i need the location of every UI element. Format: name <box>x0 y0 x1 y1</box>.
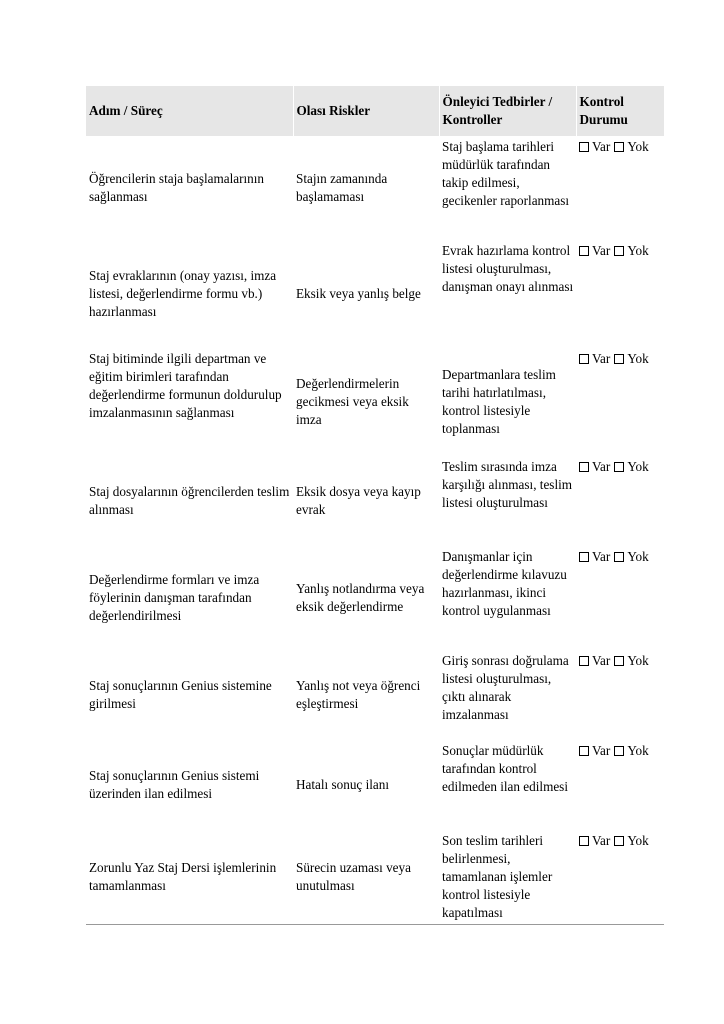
table-row <box>86 740 664 830</box>
status-option-label: Var <box>592 139 611 154</box>
table-row <box>86 136 664 240</box>
checkbox-icon[interactable] <box>579 746 589 756</box>
status-cell <box>576 546 664 650</box>
risk-cell: Yanlış notlandırma veya eksik değerlendirme <box>296 581 425 614</box>
step-cell: Staj sonuçlarının Genius sistemine girilmesi <box>89 678 272 711</box>
table-row <box>86 348 664 456</box>
header-step: Adım / Süreç <box>89 103 163 118</box>
checkbox-icon[interactable] <box>579 656 589 666</box>
status-option-yok[interactable] <box>614 139 648 154</box>
checkbox-icon[interactable] <box>579 354 589 364</box>
step-cell: Değerlendirme formları ve imza föylerinin danışman tarafından değerlendirilmesi <box>89 572 260 623</box>
status-option-label: Yok <box>627 833 649 848</box>
status-option-var[interactable] <box>579 139 610 154</box>
status-option-yok[interactable] <box>614 653 648 668</box>
control-cell: Evrak hazırlama kontrol listesi oluşturulması, danışman onayı alınması <box>442 243 574 294</box>
status-option-label: Yok <box>627 743 649 758</box>
step-cell: Staj bitiminde ilgili departman ve eğitim birimleri tarafından değerlendirme formunun doldurulup imzalanmasının sağlanması <box>89 351 282 420</box>
status-option-label: Yok <box>627 653 649 668</box>
checkbox-icon[interactable] <box>579 142 589 152</box>
document-page <box>86 86 664 925</box>
table-row <box>86 546 664 650</box>
header-status: Kontrol Durumu <box>576 86 664 136</box>
status-option-label: Var <box>592 549 611 564</box>
status-option-label: Yok <box>627 139 649 154</box>
status-cell <box>576 136 664 240</box>
step-cell: Zorunlu Yaz Staj Dersi işlemlerinin tamamlanması <box>89 860 277 893</box>
table-header-row <box>86 86 664 136</box>
status-option-yok[interactable] <box>614 243 648 258</box>
status-option-var[interactable] <box>579 653 610 668</box>
control-cell: Son teslim tarihleri belirlenmesi, tamamlanan işlemler kontrol listesiyle kapatılması <box>442 833 553 920</box>
header-risks: Olası Riskler <box>293 86 439 136</box>
status-option-label: Var <box>592 653 611 668</box>
step-cell: Öğrencilerin staja başlamalarının sağlanması <box>89 171 265 204</box>
status-cell <box>576 348 664 456</box>
checkbox-icon[interactable] <box>614 246 624 256</box>
risk-cell: Eksik veya yanlış belge <box>296 286 421 301</box>
checkbox-icon[interactable] <box>614 142 624 152</box>
status-option-label: Yok <box>627 243 649 258</box>
status-option-yok[interactable] <box>614 743 648 758</box>
status-option-label: Var <box>592 243 611 258</box>
checkbox-icon[interactable] <box>579 246 589 256</box>
risk-control-table <box>86 86 664 925</box>
status-option-label: Yok <box>627 459 649 474</box>
checkbox-icon[interactable] <box>579 552 589 562</box>
control-cell: Giriş sonrası doğrulama listesi oluşturulması, çıktı alınarak imzalanması <box>442 653 569 722</box>
status-option-label: Var <box>592 351 611 366</box>
status-option-yok[interactable] <box>614 459 648 474</box>
status-option-label: Yok <box>627 351 649 366</box>
status-option-var[interactable] <box>579 243 610 258</box>
status-cell <box>576 650 664 740</box>
status-cell <box>576 740 664 830</box>
table-row <box>86 830 664 925</box>
status-option-var[interactable] <box>579 549 610 564</box>
checkbox-icon[interactable] <box>614 462 624 472</box>
status-option-label: Yok <box>627 549 649 564</box>
risk-cell: Hatalı sonuç ilanı <box>296 777 390 792</box>
control-cell: Sonuçlar müdürlük tarafından kontrol edilmeden ilan edilmesi <box>442 743 568 794</box>
control-cell: Departmanlara teslim tarihi hatırlatılması, kontrol listesiyle toplanması <box>442 367 556 436</box>
table-row <box>86 456 664 546</box>
table-row <box>86 650 664 740</box>
step-cell: Staj sonuçlarının Genius sistemi üzerinden ilan edilmesi <box>89 768 260 801</box>
status-option-yok[interactable] <box>614 549 648 564</box>
risk-cell: Stajın zamanında başlamaması <box>296 171 388 204</box>
status-cell <box>576 830 664 925</box>
status-option-var[interactable] <box>579 833 610 848</box>
risk-cell: Sürecin uzaması veya unutulması <box>296 860 411 893</box>
control-cell: Teslim sırasında imza karşılığı alınması, teslim listesi oluşturulması <box>442 459 573 510</box>
status-option-label: Var <box>592 833 611 848</box>
status-cell <box>576 240 664 348</box>
checkbox-icon[interactable] <box>614 552 624 562</box>
risk-cell: Yanlış not veya öğrenci eşleştirmesi <box>296 678 421 711</box>
table-row <box>86 240 664 348</box>
header-controls: Önleyici Tedbirler / Kontroller <box>439 86 576 136</box>
checkbox-icon[interactable] <box>614 746 624 756</box>
checkbox-icon[interactable] <box>579 462 589 472</box>
control-cell: Staj başlama tarihleri müdürlük tarafından takip edilmesi, gecikenler raporlanması <box>442 139 570 208</box>
step-cell: Staj dosyalarının öğrencilerden teslim alınması <box>89 484 290 517</box>
status-option-yok[interactable] <box>614 351 648 366</box>
status-option-var[interactable] <box>579 743 610 758</box>
status-option-label: Var <box>592 459 611 474</box>
status-option-var[interactable] <box>579 459 610 474</box>
risk-cell: Eksik dosya veya kayıp evrak <box>296 484 421 517</box>
checkbox-icon[interactable] <box>579 836 589 846</box>
risk-cell: Değerlendirmelerin gecikmesi veya eksik imza <box>296 376 409 427</box>
checkbox-icon[interactable] <box>614 656 624 666</box>
status-option-var[interactable] <box>579 351 610 366</box>
status-option-label: Var <box>592 743 611 758</box>
checkbox-icon[interactable] <box>614 354 624 364</box>
status-cell <box>576 456 664 546</box>
status-option-yok[interactable] <box>614 833 648 848</box>
step-cell: Staj evraklarının (onay yazısı, imza listesi, değerlendirme formu vb.) hazırlanması <box>89 268 277 319</box>
checkbox-icon[interactable] <box>614 836 624 846</box>
control-cell: Danışmanlar için değerlendirme kılavuzu hazırlanması, ikinci kontrol uygulanması <box>442 549 567 618</box>
